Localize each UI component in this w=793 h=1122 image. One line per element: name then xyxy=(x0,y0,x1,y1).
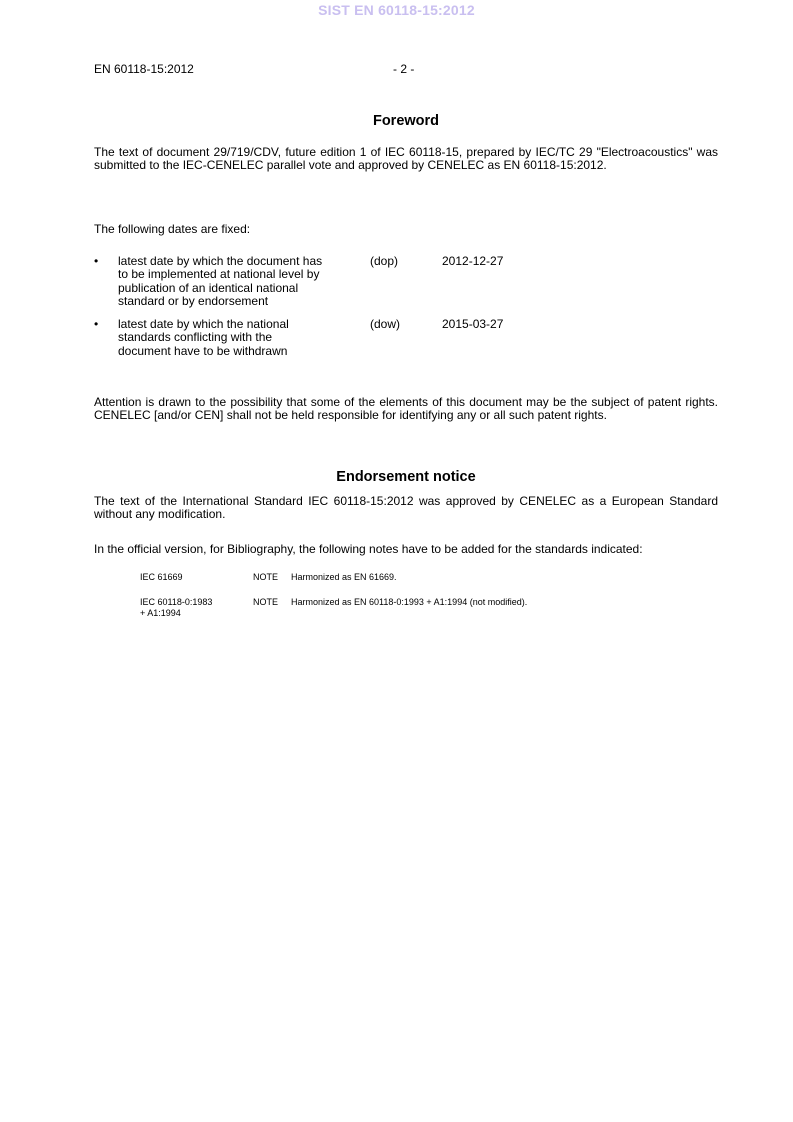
date-description-line: latest date by which the national xyxy=(118,317,289,331)
note-standard-line: IEC 61669 xyxy=(140,572,183,582)
endorsement-paragraph: The text of the International Standard IEC 60118-15:2012 was approved by CENELEC as a European Standard without any modification. xyxy=(94,494,718,522)
note-label: NOTE xyxy=(253,597,279,607)
date-value: 2015-03-27 xyxy=(442,317,504,331)
foreword-intro-paragraph: The text of document 29/719/CDV, future edition 1 of IEC 60118-15, prepared by IEC/TC 29 "Electroacoustics" was submitted to the IEC-CENELEC parallel vote and approved by CENELEC as EN 60118-15:2012. xyxy=(94,145,718,173)
dates-intro: The following dates are fixed: xyxy=(94,222,251,236)
date-description-line: to be implemented at national level by xyxy=(118,267,320,282)
date-value: 2012-12-27 xyxy=(442,254,504,268)
note-standard-line: + A1:1994 xyxy=(140,607,181,618)
note-standard xyxy=(140,572,183,583)
note-standard-line: IEC 60118-0:1983 xyxy=(140,597,213,607)
date-code: (dop) xyxy=(370,254,399,268)
note-text: Harmonized as EN 60118-0:1993 + A1:1994 (not modified). xyxy=(291,597,528,607)
date-description xyxy=(118,255,358,309)
date-description-line: standards conflicting with the xyxy=(118,330,273,345)
date-description-line: publication of an identical national xyxy=(118,280,299,295)
bullet-icon: • xyxy=(94,254,99,268)
bullet-icon: • xyxy=(94,317,99,331)
endorsement-heading: Endorsement notice xyxy=(336,469,476,485)
date-description xyxy=(118,318,358,358)
patent-notice-paragraph: Attention is drawn to the possibility that some of the elements of this document may be the subject of patent rights. CENELEC [and/or CEN] shall not be held responsible for identifying any or all such patent rights. xyxy=(94,395,718,423)
date-description-line: standard or by endorsement xyxy=(118,294,269,309)
bibliography-intro: In the official version, for Bibliography, the following notes have to be added for the standards indicated: xyxy=(94,542,643,556)
date-description-line: latest date by which the document has xyxy=(118,254,323,268)
date-description-line: document have to be withdrawn xyxy=(118,343,288,358)
watermark: SIST EN 60118-15:2012 xyxy=(318,2,475,18)
note-text: Harmonized as EN 61669. xyxy=(291,572,397,582)
date-code: (dow) xyxy=(370,317,401,331)
header-page-number: - 2 - xyxy=(393,62,415,76)
note-standard xyxy=(140,597,212,618)
foreword-heading: Foreword xyxy=(372,113,440,129)
header-document-id: EN 60118-15:2012 xyxy=(94,62,194,76)
note-label: NOTE xyxy=(253,572,279,582)
